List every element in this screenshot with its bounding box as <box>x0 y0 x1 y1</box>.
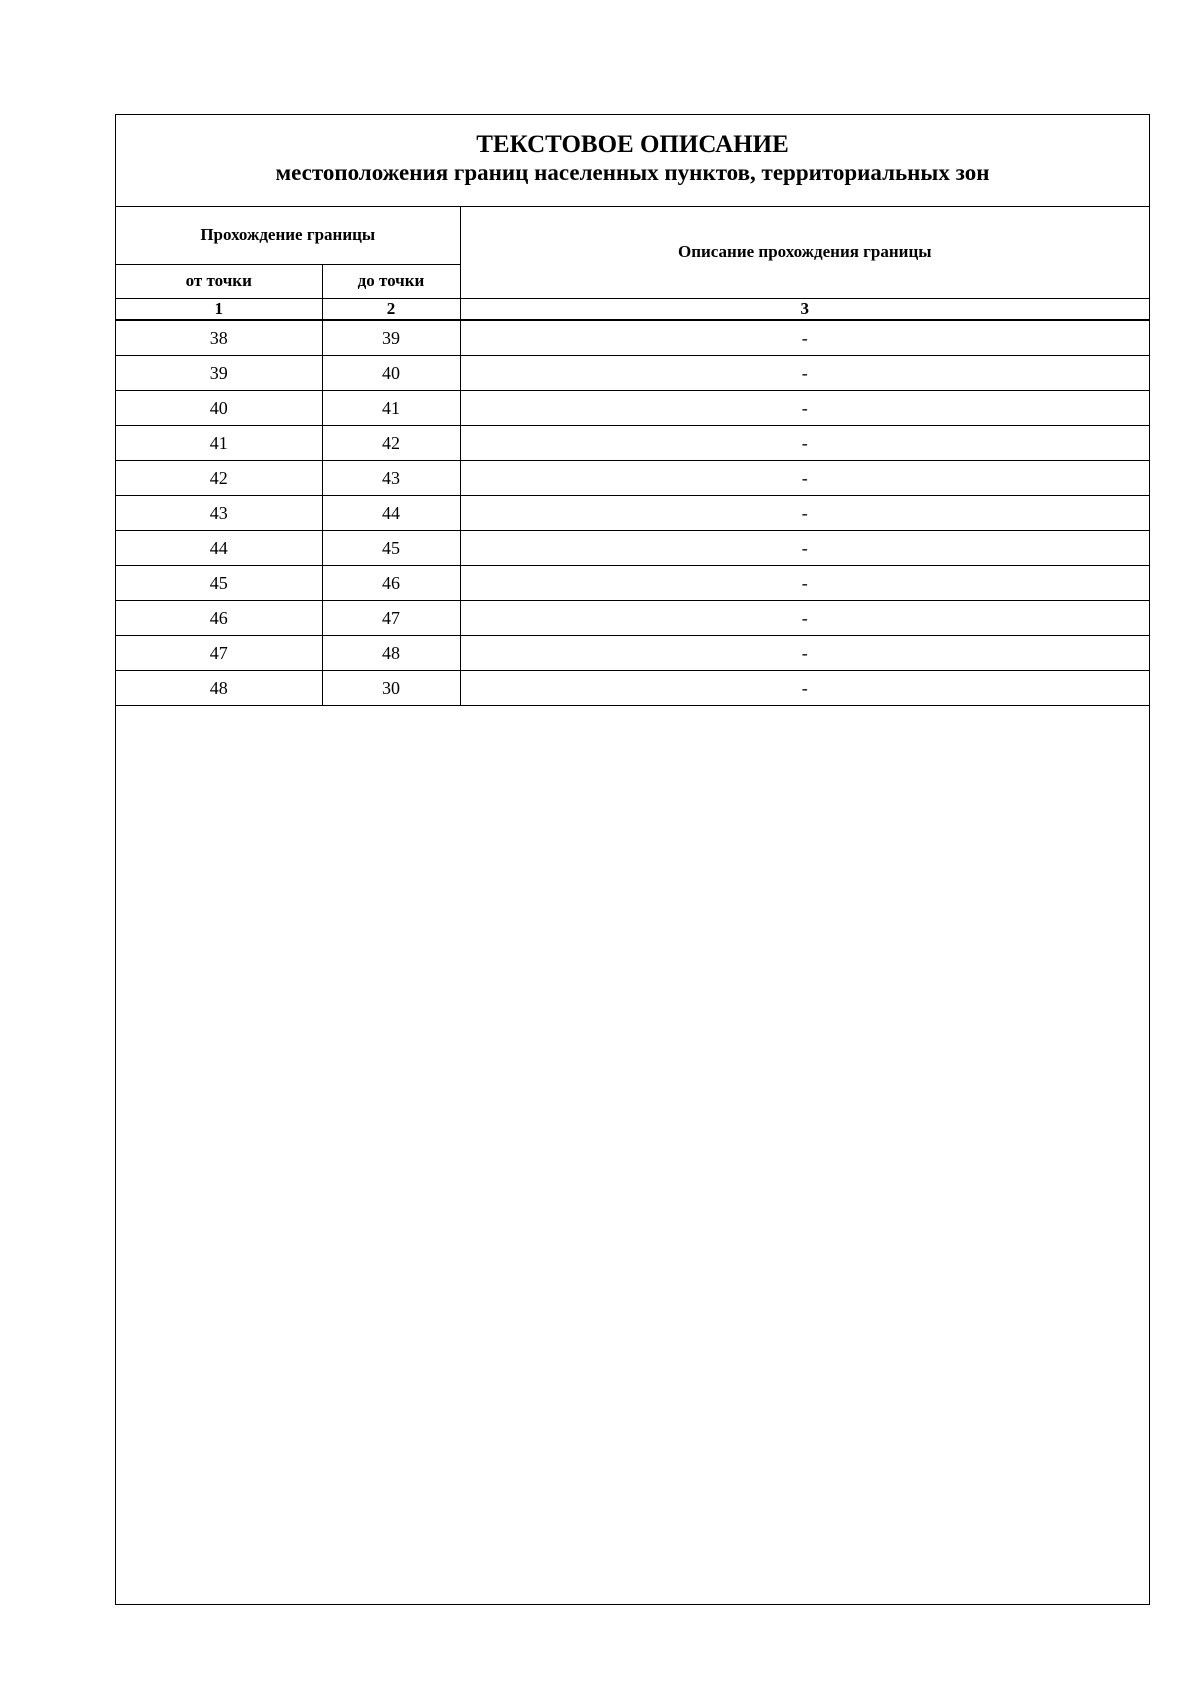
cell-to: 39 <box>322 320 460 356</box>
cell-to: 45 <box>322 531 460 566</box>
table-row <box>116 461 1149 496</box>
cell-description: - <box>460 566 1149 601</box>
cell-description: - <box>460 636 1149 671</box>
cell-description: - <box>460 391 1149 426</box>
cell-description: - <box>460 671 1149 706</box>
table-row <box>116 426 1149 461</box>
document-subtitle: местоположения границ населенных пунктов, территориальных зон <box>275 160 990 185</box>
table-row <box>116 671 1149 706</box>
cell-from: 44 <box>116 531 322 566</box>
cell-from: 41 <box>116 426 322 461</box>
document-title: ТЕКСТОВОЕ ОПИСАНИЕ <box>476 131 789 158</box>
table-row <box>116 636 1149 671</box>
title-block <box>116 115 1149 207</box>
group-header: Прохождение границы <box>116 207 460 264</box>
cell-to: 42 <box>322 426 460 461</box>
table-row <box>116 531 1149 566</box>
description-header: Описание прохождения границы <box>460 207 1149 298</box>
cell-to: 40 <box>322 356 460 391</box>
column-number: 3 <box>460 298 1149 320</box>
cell-description: - <box>460 531 1149 566</box>
cell-description: - <box>460 356 1149 391</box>
cell-description: - <box>460 426 1149 461</box>
cell-to: 46 <box>322 566 460 601</box>
cell-to: 44 <box>322 496 460 531</box>
cell-to: 48 <box>322 636 460 671</box>
cell-to: 41 <box>322 391 460 426</box>
from-header: от точки <box>116 264 322 298</box>
table-row <box>116 601 1149 636</box>
cell-description: - <box>460 496 1149 531</box>
cell-from: 45 <box>116 566 322 601</box>
cell-from: 42 <box>116 461 322 496</box>
cell-description: - <box>460 601 1149 636</box>
cell-from: 48 <box>116 671 322 706</box>
cell-from: 40 <box>116 391 322 426</box>
cell-from: 38 <box>116 320 322 356</box>
table-row <box>116 320 1149 356</box>
table-row <box>116 496 1149 531</box>
cell-to: 47 <box>322 601 460 636</box>
table-body <box>116 320 1149 706</box>
cell-from: 47 <box>116 636 322 671</box>
table-row <box>116 566 1149 601</box>
cell-to: 30 <box>322 671 460 706</box>
table-row <box>116 356 1149 391</box>
column-number: 1 <box>116 298 322 320</box>
boundary-table <box>116 207 1149 706</box>
cell-from: 46 <box>116 601 322 636</box>
column-number: 2 <box>322 298 460 320</box>
table-row <box>116 391 1149 426</box>
cell-from: 43 <box>116 496 322 531</box>
cell-description: - <box>460 461 1149 496</box>
cell-to: 43 <box>322 461 460 496</box>
document-frame <box>115 114 1150 1605</box>
to-header: до точки <box>322 264 460 298</box>
cell-from: 39 <box>116 356 322 391</box>
cell-description: - <box>460 320 1149 356</box>
